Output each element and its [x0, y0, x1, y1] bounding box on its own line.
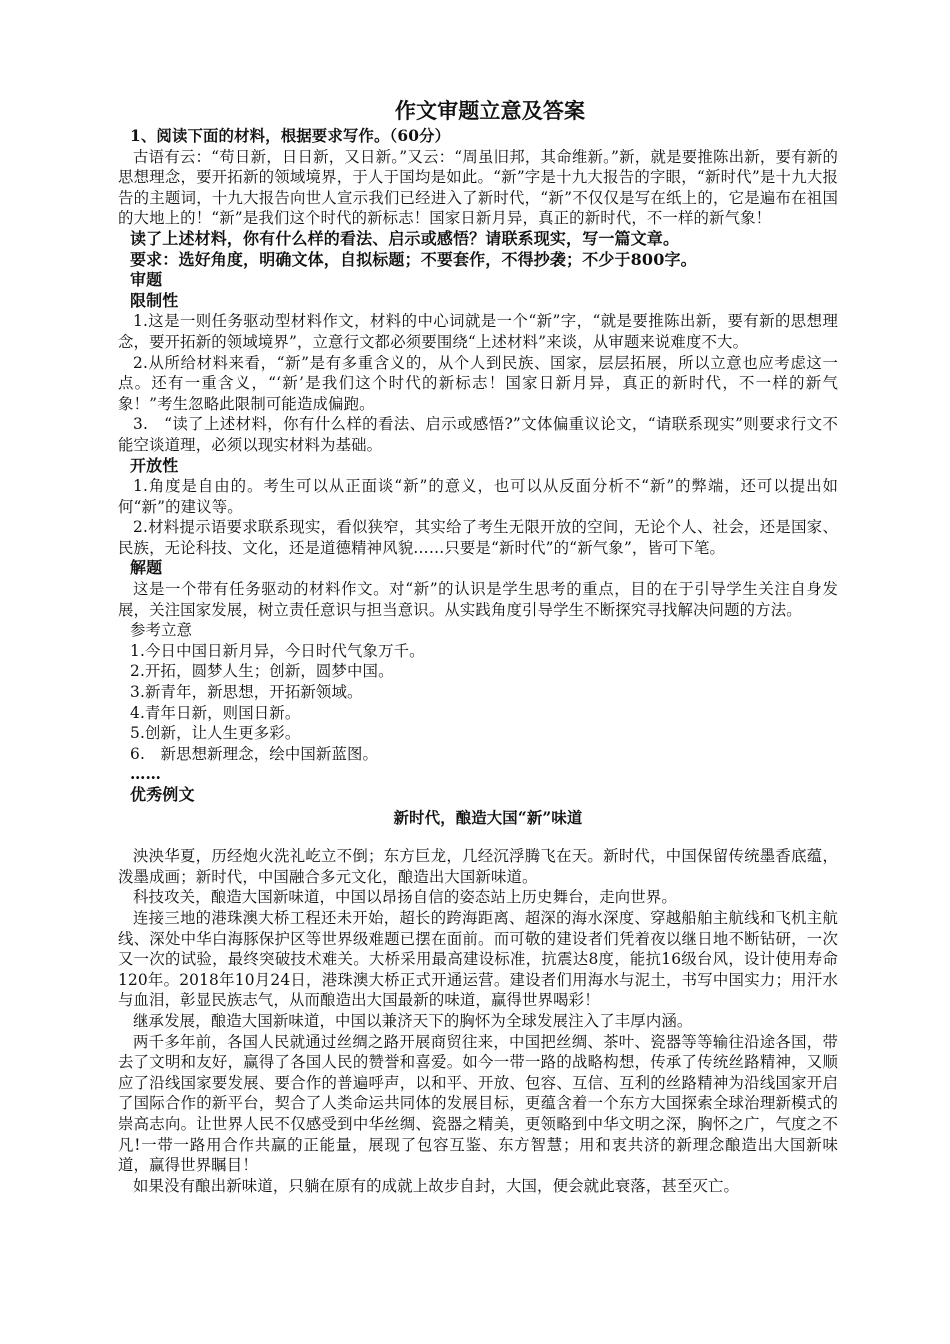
essay-paragraph: 继承发展，酿造大国新味道，中国以兼济天下的胸怀为全球发展注入了丰厚内涵。 — [133, 1011, 693, 1030]
analysis-heading: 审题 — [130, 270, 163, 290]
ideas-heading: 参考立意 — [130, 621, 193, 640]
idea-item: 3.新青年，新思想，开拓新领域。 — [130, 683, 363, 702]
limits-heading: 限制性 — [130, 290, 179, 310]
idea-item: 2.开拓，圆梦人生；创新，圆梦中国。 — [130, 662, 394, 681]
idea-item: 4.青年日新，则国日新。 — [130, 703, 301, 722]
essay-title: 新时代，酿造大国“新”味道 — [393, 808, 583, 827]
open-heading: 开放性 — [130, 455, 179, 475]
material-paragraph: 古语有云：“苟日新，日日新，又日新。”又云：“周虽旧邦，其命维新。”新，就是要推陈出新，要有新的思想理念，要开拓新的领域境界，于人于国均是如此。“新”字是十九大报告的字眼，“新时代”是十九大报告的主题词，十九大报告向世人宣示我们已经进入了新时代，“新”不仅仅是写在纸上的，它是遍布在祖国的大地上的！“新”是我们这个时代的新标志！国家日新月异，真正的新时代，不一样的新气象！ — [118, 147, 838, 228]
solution-text: 这是一个带有任务驱动的材料作文。对“新”的认识是学生思考的重点，目的在于引导学生关注自身发展，关注国家发展，树立责任意识与担当意识。从实践角度引导学生不断探究寻找解决问题的方法。 — [118, 580, 838, 619]
ideas-ellipsis: …… — [130, 765, 162, 784]
idea-item: 1.今日中国日新月异，今日时代气象万千。 — [130, 641, 425, 660]
solution-heading: 解题 — [130, 558, 163, 578]
limit-item: 1.这是一则任务驱动型材料作文，材料的中心词就是一个“新”字，“就是要推陈出新，要有新的思想理念，要开拓新的领域境界”，立意行文都必须要围绕“上述材料”来谈，从审题来说难度不大。 — [118, 312, 838, 351]
essay-paragraph: 连接三地的港珠澳大桥工程还未开始，超长的跨海距离、超深的海水深度、穿越船舶主航线和飞机主航线、深处中华白海豚保护区等世界级难题已摆在面前。而可敬的建设者们凭着夜以继日地不断钻研，一次又一次的试验，最终突破技术难关。大桥采用最高建设标准，抗震达8度，能抗16级台风，设计使用寿命120年。2018年10月24日，港珠澳大桥正式开通运营。建设者们用海水与泥土，书写中国实力；用汗水与血泪，彰显民族志气，从而酿造出大国最新的味道，赢得世界喝彩！ — [118, 908, 838, 1010]
essay-paragraph: 两千多年前，各国人民就通过丝绸之路开展商贸往来，中国把丝绸、茶叶、瓷器等等输往沿途各国，带去了文明和友好，赢得了各国人民的赞誉和喜爱。如今一带一路的战略构想，传承了传统丝路精神，又顺应了沿线国家要发展、要合作的普遍呼声，以和平、开放、包容、互信、互利的丝路精神为沿线国家开启了国际合作的新平台，契合了人类命运共同体的发展目标，更蕴含着一个东方大国探索全球治理新模式的崇高志向。让世界人民不仅感受到中华丝绸、瓷器之精美，更领略到中华文明之深，胸怀之广，气度之不凡!一带一路用合作共赢的正能量，展现了包容互鉴、东方智慧；用和衷共济的新理念酿造出大国新味道，赢得世界瞩目！ — [118, 1032, 838, 1175]
limit-item: 2.从所给材料来看，“新”是有多重含义的，从个人到民族、国家，层层拓展，所以立意也应考虑这一点。还有一重含义，“‘新’是我们这个时代的新标志！国家日新月异，真正的新时代，不一样的新气象！”考生忽略此限制可能造成偏跑。 — [118, 353, 838, 413]
question-heading: 1、阅读下面的材料，根据要求写作。（60分） — [130, 127, 451, 145]
document-page — [118, 96, 838, 1196]
essay-section-heading: 优秀例文 — [130, 785, 195, 804]
writing-requirement: 要求：选好角度，明确文体，自拟标题；不要套作，不得抄袭；不少于800字。 — [130, 249, 697, 269]
limit-item: 3. “读了上述材料，你有什么样的看法、启示或感悟?”文体偏重议论文，“请联系现实”则要求行文不能空谈道理，必须以现实材料为基础。 — [118, 415, 838, 454]
open-item: 1.角度是自由的。考生可以从正面谈“新”的意义，也可以从反面分析不“新”的弊端，还可以提出如何“新”的建议等。 — [118, 477, 838, 516]
essay-paragraph: 科技攻关，酿造大国新味道，中国以昂扬自信的姿态站上历史舞台，走向世界。 — [133, 888, 677, 907]
essay-paragraph: 泱泱华夏，历经炮火洗礼屹立不倒；东方巨龙，几经沉浮腾飞在天。新时代，中国保留传统墨香底蕴，泼墨成画；新时代，中国融合多元文化，酿造出大国新味道。 — [118, 847, 838, 886]
essay-paragraph: 如果没有酿出新味道，只躺在原有的成就上故步自封，大国，便会就此衰落，甚至灭亡。 — [133, 1176, 740, 1195]
open-item: 2.材料提示语要求联系现实，看似狭窄，其实给了考生无限开放的空间，无论个人、社会，还是国家、民族，无论科技、文化，还是道德精神风貌……只要是“新时代”的“新气象”，皆可下笔。 — [118, 518, 838, 557]
idea-item: 5.创新，让人生更多彩。 — [130, 724, 301, 743]
writing-prompt: 读了上述材料，你有什么样的看法、启示或感悟？请联系现实，写一篇文章。 — [130, 228, 680, 248]
document-title: 作文审题立意及答案 — [394, 98, 586, 123]
idea-item: 6. 新思想新理念，绘中国新蓝图。 — [130, 744, 379, 763]
